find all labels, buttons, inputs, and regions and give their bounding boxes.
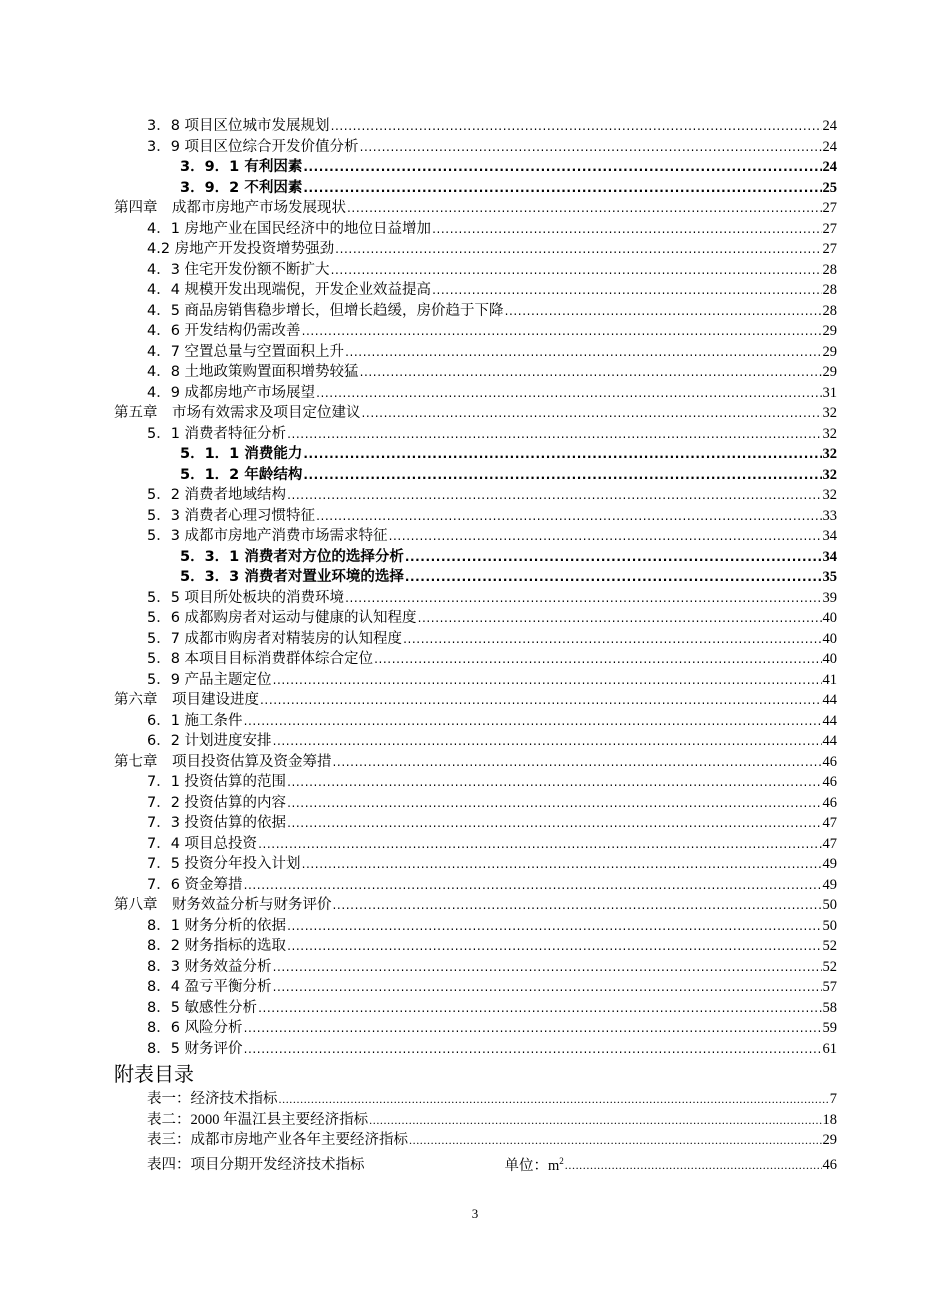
toc-entry-title: 第七章 项目投资估算及资金筹措	[114, 753, 332, 770]
dot-leader	[287, 485, 821, 506]
dot-leader	[287, 424, 821, 445]
dot-leader	[333, 895, 822, 916]
toc-entry-page: 24	[822, 159, 837, 175]
toc-entry-title: 4．5 商品房销售稳步增长，但增长趋缓，房价趋于下降	[147, 302, 504, 319]
toc-entry-page: 32	[822, 487, 837, 503]
toc-entry-page: 57	[822, 979, 837, 995]
toc-section[interactable]	[114, 301, 837, 322]
dot-leader	[273, 670, 822, 691]
toc-section[interactable]	[114, 854, 837, 875]
toc-entry-title: 7．3 投资估算的依据	[147, 815, 287, 831]
toc-section[interactable]	[114, 916, 837, 937]
dot-leader	[316, 383, 821, 404]
dot-leader	[302, 321, 822, 342]
toc-section[interactable]	[114, 977, 837, 998]
toc-section[interactable]	[114, 875, 837, 896]
toc-entry-page: 40	[822, 610, 837, 626]
toc-entry-title: 3．9．2 不利因素	[180, 179, 303, 196]
toc-section[interactable]	[114, 1039, 837, 1060]
toc-entry-title: 第八章 财务效益分析与财务评价	[114, 897, 332, 913]
dot-leader	[389, 526, 822, 547]
toc-subsubsection[interactable]	[114, 567, 837, 588]
toc-entry-title: 3．9 项目区位综合开发价值分析	[147, 138, 359, 155]
toc-entry-title: 第四章 成都市房地产市场发展现状	[114, 200, 346, 216]
toc-entry-title: 8．2 财务指标的选取	[147, 938, 287, 954]
toc-entry-title: 5．8 本项目目标消费群体综合定位	[147, 651, 374, 667]
dot-leader	[302, 854, 822, 875]
toc-entry-page: 52	[822, 938, 837, 954]
toc-entry-title: 5．3．3 消费者对置业环境的选择	[180, 569, 404, 585]
toc-section[interactable]	[114, 342, 837, 363]
dot-leader	[335, 239, 821, 260]
toc-entry-title: 5．6 成都购房者对运动与健康的认知程度	[147, 610, 417, 626]
toc-section[interactable]	[114, 793, 837, 814]
toc-entry-title: 3．9．1 有利因素	[180, 159, 303, 175]
dot-leader	[279, 1089, 829, 1110]
toc-entry-page: 35	[822, 569, 837, 585]
toc-entry-page: 32	[822, 466, 837, 483]
toc-entry-title: 7．6 资金筹措	[147, 876, 243, 893]
toc-entry-page: 32	[822, 446, 837, 462]
toc-section[interactable]	[114, 670, 837, 691]
dot-leader	[260, 690, 822, 711]
dot-leader	[287, 813, 821, 834]
toc-entry-page: 59	[822, 1020, 837, 1036]
toc-entry-page: 47	[822, 835, 837, 852]
toc-chapter[interactable]	[114, 403, 837, 424]
dot-leader	[403, 629, 821, 650]
toc-entry-title: 7．4 项目总投资	[147, 835, 258, 852]
toc-entry-page: 7	[829, 1091, 837, 1107]
toc-section[interactable]	[114, 629, 837, 650]
dot-leader	[360, 362, 822, 383]
dot-leader	[369, 1110, 821, 1131]
toc-entry-title: 5．1 消费者特征分析	[147, 425, 287, 442]
toc-entry-page: 27	[822, 200, 837, 216]
toc-section[interactable]	[114, 1018, 837, 1039]
toc-entry-page: 52	[822, 958, 837, 975]
toc-section[interactable]	[114, 485, 837, 506]
toc-subsubsection[interactable]	[114, 157, 837, 178]
toc-entry-title: 7．2 投资估算的内容	[147, 794, 287, 811]
toc-entry-page: 44	[822, 692, 837, 708]
appendix-table-entry[interactable]	[114, 1151, 837, 1172]
toc-entry-title: 5．1．1 消费能力	[180, 446, 303, 462]
dot-leader	[287, 772, 821, 793]
toc-entry-title: 8．6 风险分析	[147, 1020, 243, 1036]
toc-entry-page: 41	[822, 671, 837, 688]
toc-entry-page: 40	[822, 651, 837, 667]
dot-leader	[345, 588, 821, 609]
toc-entry-title: 5．5 项目所处板块的消费环境	[147, 589, 345, 606]
dot-leader	[345, 342, 821, 363]
toc-entry-page: 28	[822, 302, 837, 319]
toc-section[interactable]	[114, 772, 837, 793]
toc-entry-title: 5．3 成都市房地产消费市场需求特征	[147, 528, 388, 544]
toc-entry-title: 5．3．1 消费者对方位的选择分析	[180, 548, 404, 565]
toc-entry-title: 4．7 空置总量与空置面积上升	[147, 343, 345, 360]
toc-entry-page: 31	[822, 384, 837, 401]
toc-entry-page: 32	[822, 405, 837, 421]
toc-entry-page: 61	[822, 1040, 837, 1057]
toc-section[interactable]	[114, 280, 837, 301]
dot-leader	[405, 567, 822, 588]
toc-section[interactable]	[114, 383, 837, 404]
toc-entry-page: 44	[822, 733, 837, 749]
toc-entry-page: 33	[822, 507, 837, 524]
dot-leader	[565, 1155, 822, 1176]
toc-entry-title: 表三：成都市房地产业各年主要经济指标	[147, 1132, 408, 1148]
toc-entry-title: 6．2 计划进度安排	[147, 733, 272, 749]
toc-section[interactable]	[114, 957, 837, 978]
toc-entry-title: 8．5 敏感性分析	[147, 999, 258, 1016]
dot-leader	[303, 465, 821, 486]
dot-leader	[303, 157, 821, 178]
toc-section[interactable]	[114, 813, 837, 834]
dot-leader	[258, 998, 821, 1019]
toc-chapter[interactable]	[114, 198, 837, 219]
toc-entry-title: 8．3 财务效益分析	[147, 958, 272, 975]
toc-section[interactable]	[114, 137, 837, 158]
dot-leader	[405, 547, 822, 568]
toc-chapter[interactable]	[114, 752, 837, 773]
toc-entry-page: 25	[822, 179, 837, 196]
dot-leader	[287, 793, 821, 814]
toc-entry-page: 46	[822, 774, 837, 790]
toc-entry-page: 44	[822, 712, 837, 729]
toc-entry-page: 46	[822, 753, 837, 770]
toc-entry-title: 3．8 项目区位城市发展规划	[147, 118, 330, 134]
toc-section[interactable]	[114, 362, 837, 383]
toc-section[interactable]	[114, 219, 837, 240]
toc-entry-page: 46	[822, 1157, 837, 1174]
toc-entry-title: 7．1 投资估算的范围	[147, 774, 287, 790]
toc-section[interactable]	[114, 731, 837, 752]
toc-entry-page: 40	[822, 630, 837, 647]
toc-entry-page: 24	[822, 138, 837, 155]
dot-leader	[331, 260, 822, 281]
toc-entry-page: 49	[822, 876, 837, 893]
toc-entry-title: 表一：经济技术指标	[147, 1091, 278, 1107]
toc-entry-page: 28	[822, 261, 837, 278]
page-number: 3	[471, 1206, 479, 1221]
dot-leader	[273, 957, 822, 978]
dot-leader	[374, 649, 821, 670]
unit-label: 单位：$m^2$	[504, 1155, 564, 1174]
toc-entry-title: 4．6 开发结构仍需改善	[147, 323, 301, 339]
toc-section[interactable]	[114, 116, 837, 137]
toc-entry-title: 5．3 消费者心理习惯特征	[147, 507, 316, 524]
toc-entry-page: 18	[822, 1111, 837, 1128]
toc-entry-title: 6．1 施工条件	[147, 712, 243, 729]
dot-leader	[432, 280, 821, 301]
toc-subsubsection[interactable]	[114, 444, 837, 465]
toc-chapter[interactable]	[114, 895, 837, 916]
toc-entry-page: 29	[822, 323, 837, 339]
toc-entry-title: 4．4 规模开发出现端倪，开发企业效益提高	[147, 282, 432, 298]
toc-entry-page: 29	[822, 364, 837, 380]
toc-entry-title: 第六章 项目建设进度	[114, 692, 259, 708]
appendix-table-entry[interactable]	[114, 1130, 837, 1151]
toc-entry-title: 4．1 房地产业在国民经济中的地位日益增加	[147, 220, 432, 237]
dot-leader	[505, 301, 822, 322]
toc-section[interactable]	[114, 526, 837, 547]
toc-entry-page: 39	[822, 589, 837, 606]
toc-section[interactable]	[114, 321, 837, 342]
toc-entry-page: 27	[822, 220, 837, 237]
appendix-table-entry[interactable]	[114, 1110, 837, 1131]
toc-section[interactable]	[114, 506, 837, 527]
toc-entry-title: 4．8 土地政策购置面积增势较猛	[147, 364, 359, 380]
dot-leader	[362, 403, 822, 424]
toc-entry-title: 7．5 投资分年投入计划	[147, 856, 301, 872]
table-of-contents	[114, 116, 837, 1174]
toc-entry-page: 46	[822, 794, 837, 811]
toc-subsubsection[interactable]	[114, 465, 837, 486]
dot-leader	[244, 711, 822, 732]
toc-section[interactable]	[114, 936, 837, 957]
dot-leader	[303, 178, 821, 199]
toc-entry-title: 8．5 财务评价	[147, 1040, 243, 1057]
toc-entry-page: 47	[822, 815, 837, 831]
dot-leader	[409, 1130, 822, 1151]
appendix-heading: 附表目录	[114, 1062, 194, 1086]
toc-entry-page: 50	[822, 917, 837, 934]
toc-entry-page: 34	[822, 528, 837, 544]
toc-entry-title: 4．3 住宅开发份额不断扩大	[147, 261, 330, 278]
toc-entry-title: 8．1 财务分析的依据	[147, 917, 287, 934]
toc-section[interactable]	[114, 711, 837, 732]
toc-subsubsection[interactable]	[114, 178, 837, 199]
toc-entry-page: 32	[822, 425, 837, 442]
dot-leader	[333, 752, 822, 773]
dot-leader	[287, 916, 821, 937]
dot-leader	[273, 977, 822, 998]
toc-section[interactable]	[114, 998, 837, 1019]
toc-section[interactable]	[114, 608, 837, 629]
toc-entry-title: 第五章 市场有效需求及项目定位建议	[114, 405, 361, 421]
toc-entry-title: 表四：项目分期开发经济技术指标	[147, 1157, 365, 1174]
dot-leader	[244, 1018, 822, 1039]
dot-leader	[244, 1039, 822, 1060]
toc-entry-page: 49	[822, 856, 837, 872]
dot-leader	[418, 608, 822, 629]
dot-leader	[360, 137, 822, 158]
dot-leader	[303, 444, 821, 465]
toc-entry-page: 28	[822, 282, 837, 298]
toc-subsubsection[interactable]	[114, 547, 837, 568]
toc-entry-page: 27	[822, 241, 837, 257]
dot-leader	[316, 506, 821, 527]
toc-entry-page: 24	[822, 118, 837, 134]
toc-entry-page: 29	[822, 1132, 837, 1148]
dot-leader	[273, 731, 822, 752]
toc-entry-title: 5．2 消费者地域结构	[147, 487, 287, 503]
toc-entry-page: 29	[822, 343, 837, 360]
appendix-table-entry[interactable]	[114, 1089, 837, 1110]
toc-section[interactable]	[114, 260, 837, 281]
toc-entry-title: 4.2 房地产开发投资增势强劲	[147, 241, 335, 257]
toc-section[interactable]	[114, 588, 837, 609]
dot-leader	[287, 936, 821, 957]
toc-entry-page: 58	[822, 999, 837, 1016]
toc-entry-title: 4．9 成都房地产市场展望	[147, 384, 316, 401]
toc-entry-title: 5．7 成都市购房者对精装房的认知程度	[147, 630, 403, 647]
toc-section[interactable]	[114, 834, 837, 855]
toc-entry-page: 34	[822, 548, 837, 565]
dot-leader	[258, 834, 821, 855]
toc-entry-title: 5．1．2 年龄结构	[180, 466, 303, 483]
toc-entry-title: 表二：2000 年温江县主要经济指标	[147, 1111, 369, 1128]
toc-entry-title: 8．4 盈亏平衡分析	[147, 979, 272, 995]
toc-entry-page: 50	[822, 897, 837, 913]
toc-section[interactable]	[114, 649, 837, 670]
toc-chapter[interactable]	[114, 690, 837, 711]
dot-leader	[244, 875, 822, 896]
toc-section[interactable]	[114, 239, 837, 260]
toc-entry-title: 5．9 产品主题定位	[147, 671, 272, 688]
dot-leader	[347, 198, 822, 219]
toc-section[interactable]	[114, 424, 837, 445]
dot-leader	[432, 219, 821, 240]
dot-leader	[331, 116, 822, 137]
